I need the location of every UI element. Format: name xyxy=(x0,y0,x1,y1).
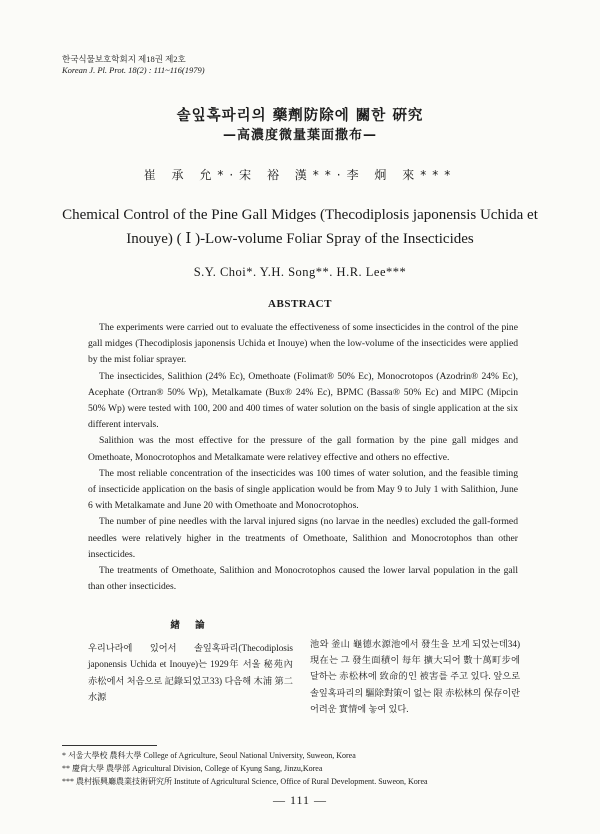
korean-title: 솔잎혹파리의 藥劑防除에 關한 硏究 xyxy=(176,108,424,124)
footnote-2: ** 慶尙大學 農學部 Agricultural Division, College of Kyung Sang, Jinzu,Korea xyxy=(62,764,323,773)
abstract-body xyxy=(88,320,518,595)
korean-authors: 崔 承 允*·宋 裕 漢**·李 炯 來*** xyxy=(143,168,457,182)
page-number: — 111 — xyxy=(272,793,328,807)
english-authors: S.Y. Choi*. Y.H. Song**. H.R. Lee*** xyxy=(193,265,407,279)
korean-subtitle: —高濃度微量葉面撒布— xyxy=(222,128,377,143)
footnotes xyxy=(62,749,532,788)
abstract-paragraph: Salithion was the most effective for the pressure of the gall formation by the pine gall midges and Omethoate, Monocrotophos and Metalkamate were relativey effective and others no effective. xyxy=(88,435,518,463)
journal-name-kr: 한국식물보호학회지 제18권 제2호 xyxy=(62,54,186,64)
footnote-1: * 서울大學校 農科大學 College of Agriculture, Seoul National University, Suweon, Korea xyxy=(62,751,356,760)
intro-left-column xyxy=(88,618,293,705)
intro-paragraph-right: 池와 釜山 龜德水源池에서 發生을 보게 되었는데34) 現在는 그 發生面積이 每年 擴大되어 數十萬町步에 달하는 赤松林에 致命的인 被害를 주고 있다. 앞으로 솔잎혹파리의 驅除對策이 없는 限 赤松林의 保存이란 어려운 實情에 놓여 있다. xyxy=(310,639,520,714)
english-title: Chemical Control of the Pine Gall Midges (Thecodiplosis japonensis Uchida et Inouye) ( Ⅰ )-Low-volume Foliar Spray of the Insecticides xyxy=(62,207,538,247)
abstract-paragraph: The treatments of Omethoate, Salithion and Monocrotophos caused the lower larval population in the gall than other insecticides. xyxy=(88,565,518,593)
footnote-3: *** 農村振興廳農業技術硏究所 Institute of Agricultural Science, Office of Rural Development. Suweon, Korea xyxy=(62,777,428,786)
abstract-paragraph: The insecticides, Salithion (24% Ec), Omethoate (Folimat® 50% Ec), Monocrotopos (Azodrin® 24% Ec), Acephate (Ortran® 50% Wp), Metalkamate (Bux® 24% Ec), BPMC (Bassa® 50% Ec) and MIPC (Mipcin 50% Wp) were tested with 100, 200 and 400 times of water solution on the basis of single application at the six different intervals. xyxy=(88,370,518,431)
abstract-paragraph: The experiments were carried out to evaluate the effectiveness of some insecticides in the control of the pine gall midges (Thecodiplosis japonensis Uchida et Inouye) when the low-volume of the insecticides were applied by the mist foliar sprayer. xyxy=(88,322,518,366)
intro-paragraph-left: 우리나라에 있어서 솔잎혹파리(Thecodiplosis japonensis Uchida et Inouye)는 1929年 서울 秘苑內 赤松에서 처음으로 記錄되었고33) 다음해 木浦 第二水源 xyxy=(88,643,293,702)
journal-header xyxy=(62,54,205,76)
abstract-heading: ABSTRACT xyxy=(268,298,332,310)
intro-right-column xyxy=(310,636,520,717)
footnote-rule xyxy=(62,745,157,746)
abstract-paragraph: The number of pine needles with the larval injured signs (no larvae in the needles) excluded the gall-formed needles were relatively higher in the treatments of Omethoate, Salithion and Monocrotophos than other insecticides. xyxy=(88,516,518,560)
abstract-paragraph: The most reliable concentration of the insecticides was 100 times of water solution, and the feasible timing of insecticide application on the basis of single application would be from May 9 to July 1 with Salithion, June 6 with Metalkamate and June 20 with Omethoate and Monocrotophos. xyxy=(88,467,518,512)
section-heading: 緖 論 xyxy=(170,620,211,631)
journal-citation: Korean J. Pl. Prot. 18(2) : 111~116(1979) xyxy=(62,65,205,75)
